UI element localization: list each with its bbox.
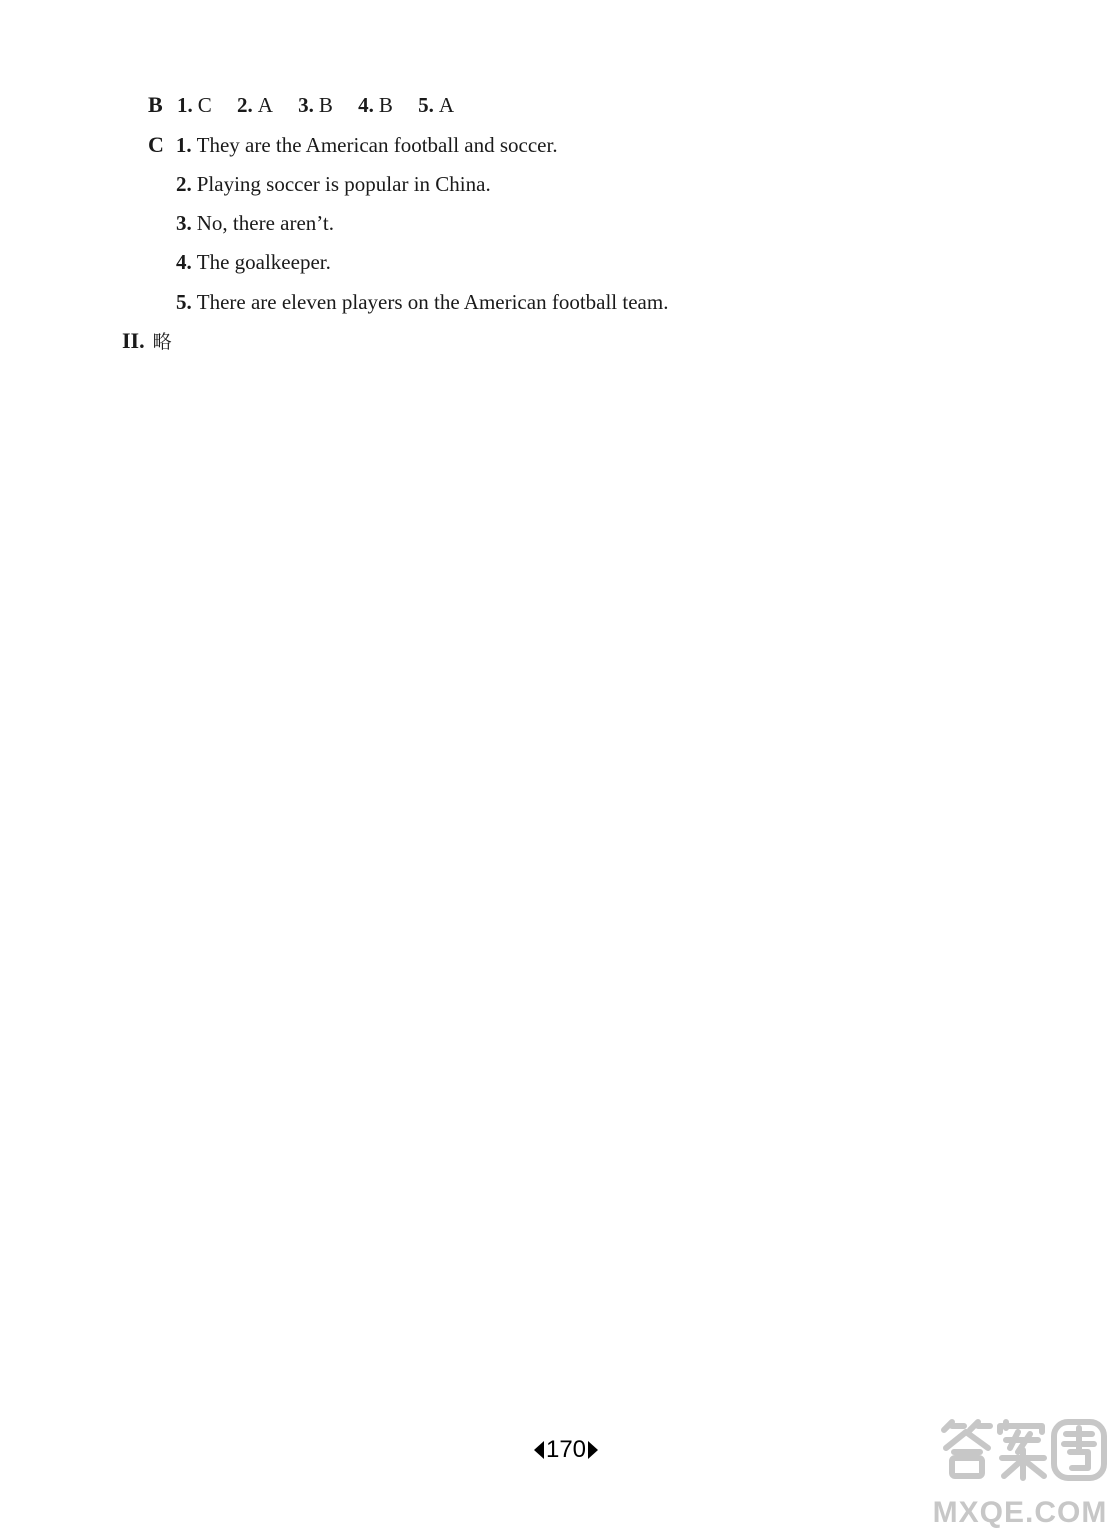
answer-c-1: [148, 132, 558, 158]
answer-number: 1.: [176, 93, 193, 117]
answer-number: 5.: [418, 93, 434, 117]
watermark-chinese-icon: [944, 1422, 1104, 1478]
watermark-domain: MXQE.COM: [932, 1496, 1108, 1529]
section-c-label: C: [148, 132, 164, 157]
page-number: [518, 1433, 614, 1467]
answer-choice: C: [197, 93, 212, 117]
answer-choice: B: [318, 93, 333, 117]
answer-choice: B: [378, 93, 393, 117]
answer-c-5: [176, 289, 668, 315]
answer-c-2: [176, 171, 491, 197]
page-number-text: 170: [545, 1436, 587, 1463]
answer-number: 3.: [298, 93, 314, 117]
answer-b-4: [358, 92, 393, 118]
answer-number: 1.: [175, 133, 192, 157]
answer-choice: A: [257, 93, 273, 117]
answer-b-3: [298, 92, 333, 118]
section-ii: [122, 328, 172, 355]
triangle-left-icon: [534, 1441, 544, 1459]
answer-number: 3.: [176, 211, 192, 235]
answer-number: 2.: [236, 93, 253, 117]
section-b-answers: [148, 92, 474, 118]
triangle-right-icon: [588, 1441, 598, 1459]
answer-text: The goalkeeper.: [196, 250, 331, 274]
answer-c-3: [176, 210, 334, 236]
answer-c-4: [176, 249, 331, 275]
section-b-label: B: [148, 92, 163, 117]
answer-b-2: [237, 92, 273, 118]
section-ii-label: II.: [122, 328, 145, 353]
watermark-logo: [930, 1418, 1110, 1530]
answer-text: There are eleven players on the American football team.: [196, 290, 669, 314]
answer-b-5: [418, 92, 454, 118]
answer-text: No, there aren’t.: [196, 211, 334, 235]
section-ii-text: 略: [152, 331, 172, 353]
answer-number: 2.: [176, 172, 192, 196]
answer-text: They are the American football and soccer.: [196, 133, 558, 157]
answer-text: Playing soccer is popular in China.: [196, 172, 491, 196]
answer-number: 4.: [358, 93, 374, 117]
answer-number: 5.: [176, 290, 192, 314]
answer-number: 4.: [176, 250, 192, 274]
answer-b-1: [177, 92, 212, 118]
answer-choice: A: [438, 93, 455, 117]
